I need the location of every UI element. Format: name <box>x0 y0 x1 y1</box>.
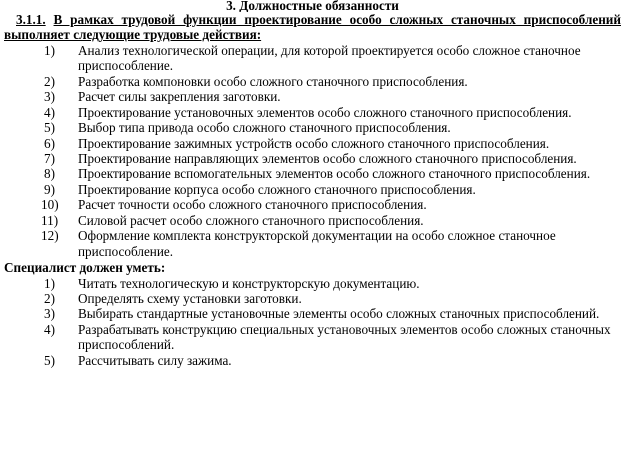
list-item-text: Проектирование вспомогательных элементов особо сложного станочного приспособления. <box>78 166 591 182</box>
list-item-text: Разрабатывать конструкцию специальных установочных элементов особо сложных станочных приспособлений. <box>78 321 611 353</box>
list-item-text: Проектирование установочных элементов особо сложного станочного приспособления. <box>78 104 572 120</box>
list-marker: 1) <box>44 275 55 291</box>
page-title: 3. Должностные обязанности <box>226 0 399 12</box>
list-marker: 11) <box>41 212 59 228</box>
list-item <box>0 89 625 104</box>
skills-list <box>0 276 625 369</box>
list-marker: 5) <box>44 352 55 368</box>
list-item <box>0 182 625 197</box>
list-marker: 4) <box>44 321 55 337</box>
list-marker: 5) <box>44 120 55 136</box>
list-marker: 8) <box>44 166 55 182</box>
list-item-text: Рассчитывать силу зажима. <box>78 352 232 368</box>
list-item-text: Определять схему установки заготовки. <box>78 291 302 307</box>
list-item <box>0 120 625 135</box>
list-item-text: Выбирать стандартные установочные элементы особо сложных станочных приспособлений. <box>78 306 600 322</box>
list-item-text: Разработка компоновки особо сложного станочного приспособления. <box>78 73 468 89</box>
list-item <box>0 197 625 212</box>
list-marker: 2) <box>44 73 55 89</box>
list-item <box>0 136 625 151</box>
list-item-text: Проектирование зажимных устройств особо сложного станочного приспособления. <box>78 135 550 151</box>
list-item-text: Проектирование корпуса особо сложного станочного приспособления. <box>78 181 476 197</box>
list-item <box>0 151 625 166</box>
list-item <box>0 322 625 353</box>
list-item <box>0 74 625 89</box>
list-item <box>0 213 625 228</box>
list-item-text: Силовой расчет особо сложного станочного приспособления. <box>78 212 424 228</box>
list-item <box>0 291 625 306</box>
list-item-text: Расчет точности особо сложного станочного приспособления. <box>78 197 427 213</box>
list-item-text: Расчет силы закрепления заготовки. <box>78 89 281 105</box>
list-marker: 3) <box>44 89 55 105</box>
duties-list <box>0 43 625 259</box>
list-marker: 1) <box>44 42 55 58</box>
list-item <box>0 306 625 321</box>
list-marker: 6) <box>44 135 55 151</box>
skills-heading: Специалист должен уметь: <box>4 260 166 275</box>
list-item <box>0 353 625 368</box>
clause-text: В рамках трудовой функции проектирование особо сложных станочных приспособлений выполняет следующие трудовые действия: <box>4 12 621 43</box>
list-item-text: Выбор типа привода особо сложного станочного приспособления. <box>78 120 451 136</box>
list-marker: 9) <box>44 181 55 197</box>
list-item <box>0 276 625 291</box>
list-marker: 12) <box>41 228 59 244</box>
list-item-text: Читать технологическую и конструкторскую документацию. <box>78 275 420 291</box>
list-marker: 2) <box>44 291 55 307</box>
list-item <box>0 105 625 120</box>
list-item-text: Анализ технологической операции, для которой проектируется особо сложное станочное приспособление. <box>78 42 581 74</box>
list-item-text: Проектирование направляющих элементов особо сложного станочного приспособления. <box>78 150 577 166</box>
list-item <box>0 43 625 74</box>
clause-paragraph <box>4 12 621 43</box>
list-item <box>0 228 625 259</box>
list-marker: 10) <box>41 197 59 213</box>
list-marker: 7) <box>44 150 55 166</box>
list-marker: 4) <box>44 104 55 120</box>
list-item-text: Оформление комплекта конструкторской документации на особо сложное станочное приспособление. <box>78 228 556 259</box>
clause-number: 3.1.1. <box>16 12 46 27</box>
list-marker: 3) <box>44 306 55 322</box>
list-item <box>0 166 625 181</box>
